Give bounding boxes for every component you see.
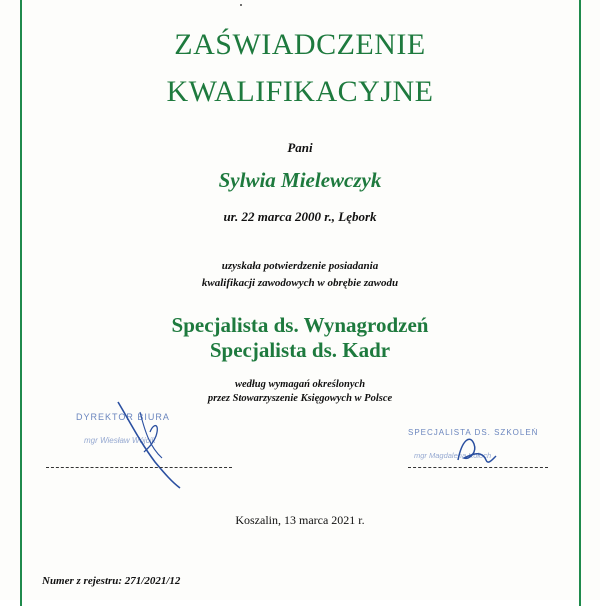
recipient-name: Sylwia Mielewczyk [218, 168, 382, 192]
place-and-date: Koszalin, 13 marca 2021 r. [235, 513, 365, 527]
confirmation-text-line2: kwalifikacji zawodowych w obrębie zawodu [201, 277, 399, 289]
certificate-title-line1: ZAŚWIADCZENIE [174, 28, 426, 61]
certificate-title-line2: KWALIFIKACYJNE [166, 75, 434, 108]
trainer-signature-icon [452, 430, 502, 470]
trainer-stamp-title: SPECJALISTA DS. SZKOLEŃ [408, 428, 539, 437]
qualification-1: Specjalista ds. Wynagrodzeń [171, 313, 429, 337]
birth-info: ur. 22 marca 2000 r., Lębork [223, 209, 377, 224]
confirmation-text-line1: uzyskała potwierdzenie posiadania [221, 260, 379, 272]
director-stamp-name: mgr Wiesław Wójcik [84, 436, 156, 445]
qualification-2: Specjalista ds. Kadr [209, 338, 391, 362]
requirements-text-line1: według wymagań określonych [234, 379, 366, 390]
trainer-signature-line [408, 467, 548, 468]
registry-number: Numer z rejestru: 271/2021/12 [42, 575, 181, 587]
director-signature-icon [110, 392, 200, 492]
salutation: Pani [287, 140, 313, 155]
requirements-text-line2: przez Stowarzyszenie Księgowych w Polsce [207, 393, 393, 404]
director-signature-line [46, 467, 232, 468]
trainer-stamp-name: mgr Magdalena Kołoch [414, 451, 492, 460]
director-stamp-title: DYREKTOR BIURA [76, 412, 170, 422]
paper-speck [240, 4, 242, 6]
